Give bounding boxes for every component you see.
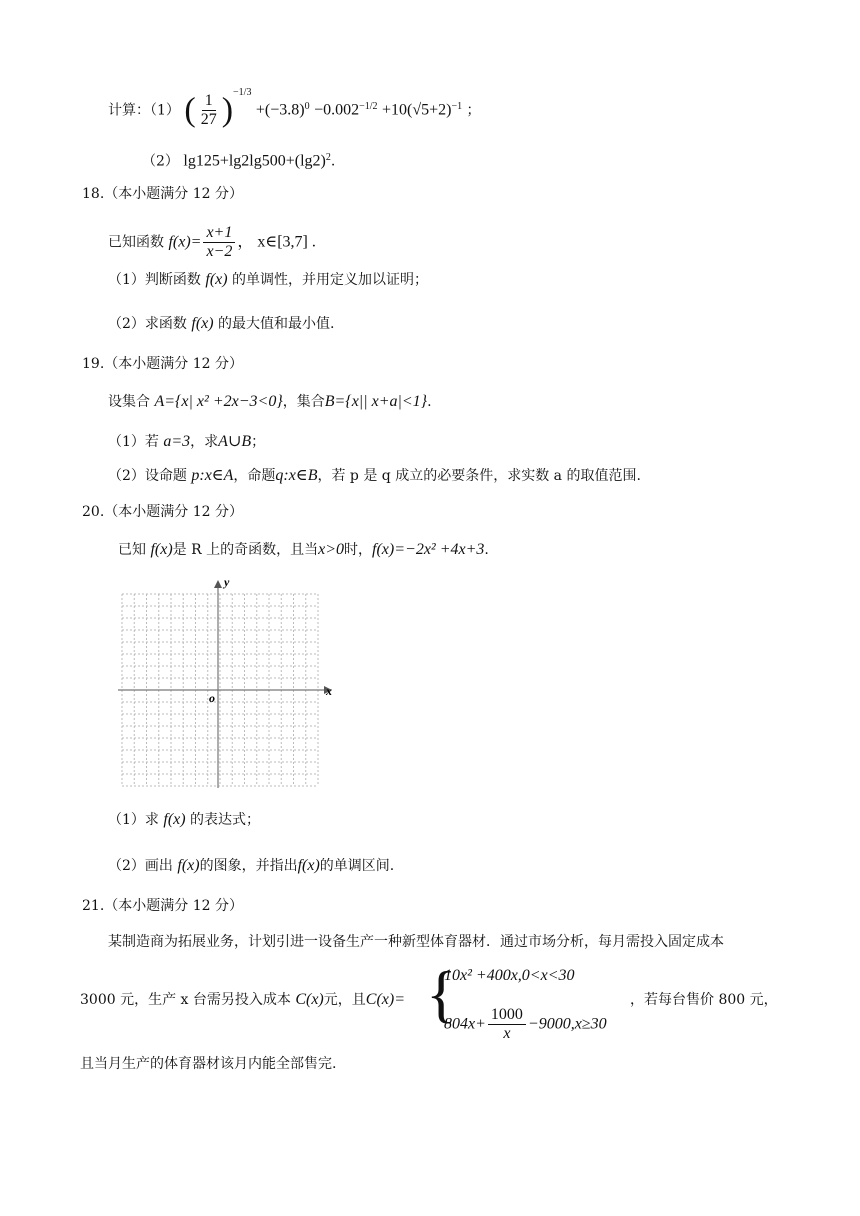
- q19-statement: 设集合 A={x| x² +2x−3<0}，集合B={x|| x+a|<1}.: [108, 393, 432, 410]
- q21-para2-right: ，若每台售价 800 元，: [630, 992, 778, 1008]
- q20-coordinate-grid: [118, 574, 340, 792]
- y-axis-arrow-icon: [214, 580, 222, 588]
- q20-item2: （2）画出 f(x)的图象，并指出f(x)的单调区间.: [108, 857, 395, 874]
- piecewise-brace: {: [426, 958, 457, 1029]
- q19-header: 19.（本小题满分 12 分）: [82, 356, 243, 372]
- origin-label: o: [209, 691, 215, 705]
- q17-part1-line: 计算：（1） ( $\frac{1}{27}$ )$^{-1/3} +(-3.8)^0 -0.002^{-1/2} +10(√5+2)^{-1}$ ；: [108, 86, 481, 129]
- q19-item2: （2）设命题 p:x∈A，命题q:x∈B，若 p 是 q 成立的必要条件，求实数 a 的取值范围.: [108, 467, 641, 484]
- q18-frac: $\frac{x+1}{x-2}$: [203, 224, 235, 261]
- q20-header: 20.（本小题满分 12 分）: [82, 504, 243, 520]
- q21-para1: 某制造商为拓展业务，计划引进一设备生产一种新型体育器材．通过市场分析，每月需投入固定成本: [108, 934, 724, 950]
- q17-lead: 计算：（1）: [108, 102, 180, 119]
- piecewise-case-2: 804x+ $\frac{1000}{x}$ −9000,x≥30: [444, 1006, 607, 1042]
- q18-header: 18.（本小题满分 12 分）: [82, 186, 243, 202]
- q21-para3: 且当月生产的体育器材该月内能全部售完.: [80, 1056, 337, 1072]
- y-axis-label: y: [224, 575, 230, 589]
- q19-item1: （1）若 a=3，求A∪B；: [108, 433, 266, 450]
- q20-statement: 已知 f(x)是 R 上的奇函数，且当x>0时，f(x)=−2x² +4x+3.: [118, 541, 489, 558]
- q18-item2: （2）求函数 f(x) 的最大值和最小值.: [108, 315, 335, 332]
- piecewise-case-1: 10x² +400x,0<x<30: [444, 967, 575, 984]
- x-axis-label: x: [326, 684, 332, 698]
- q18-statement: 已知函数 f(x)= $\frac{x+1}{x-2}$ ， x∈[3,7] .: [108, 224, 316, 260]
- q20-item1: （1）求 f(x) 的表达式；: [108, 811, 261, 828]
- q17-frac: $\frac{1}{27}$: [200, 92, 217, 128]
- q17-part2-line: （2） $\lg 125+\lg 2\lg 500+(\lg 2)^2$.: [142, 152, 336, 170]
- q18-item1: （1）判断函数 f(x) 的单调性，并用定义加以证明；: [108, 271, 429, 288]
- q17-part2-expr: lg125+lg2lg500+(lg2): [183, 152, 326, 170]
- q21-header: 21.（本小题满分 12 分）: [82, 898, 243, 914]
- q21-para2-left: 3000 元，生产 x 台需另投入成本 C(x)元，且C(x)=: [80, 991, 405, 1008]
